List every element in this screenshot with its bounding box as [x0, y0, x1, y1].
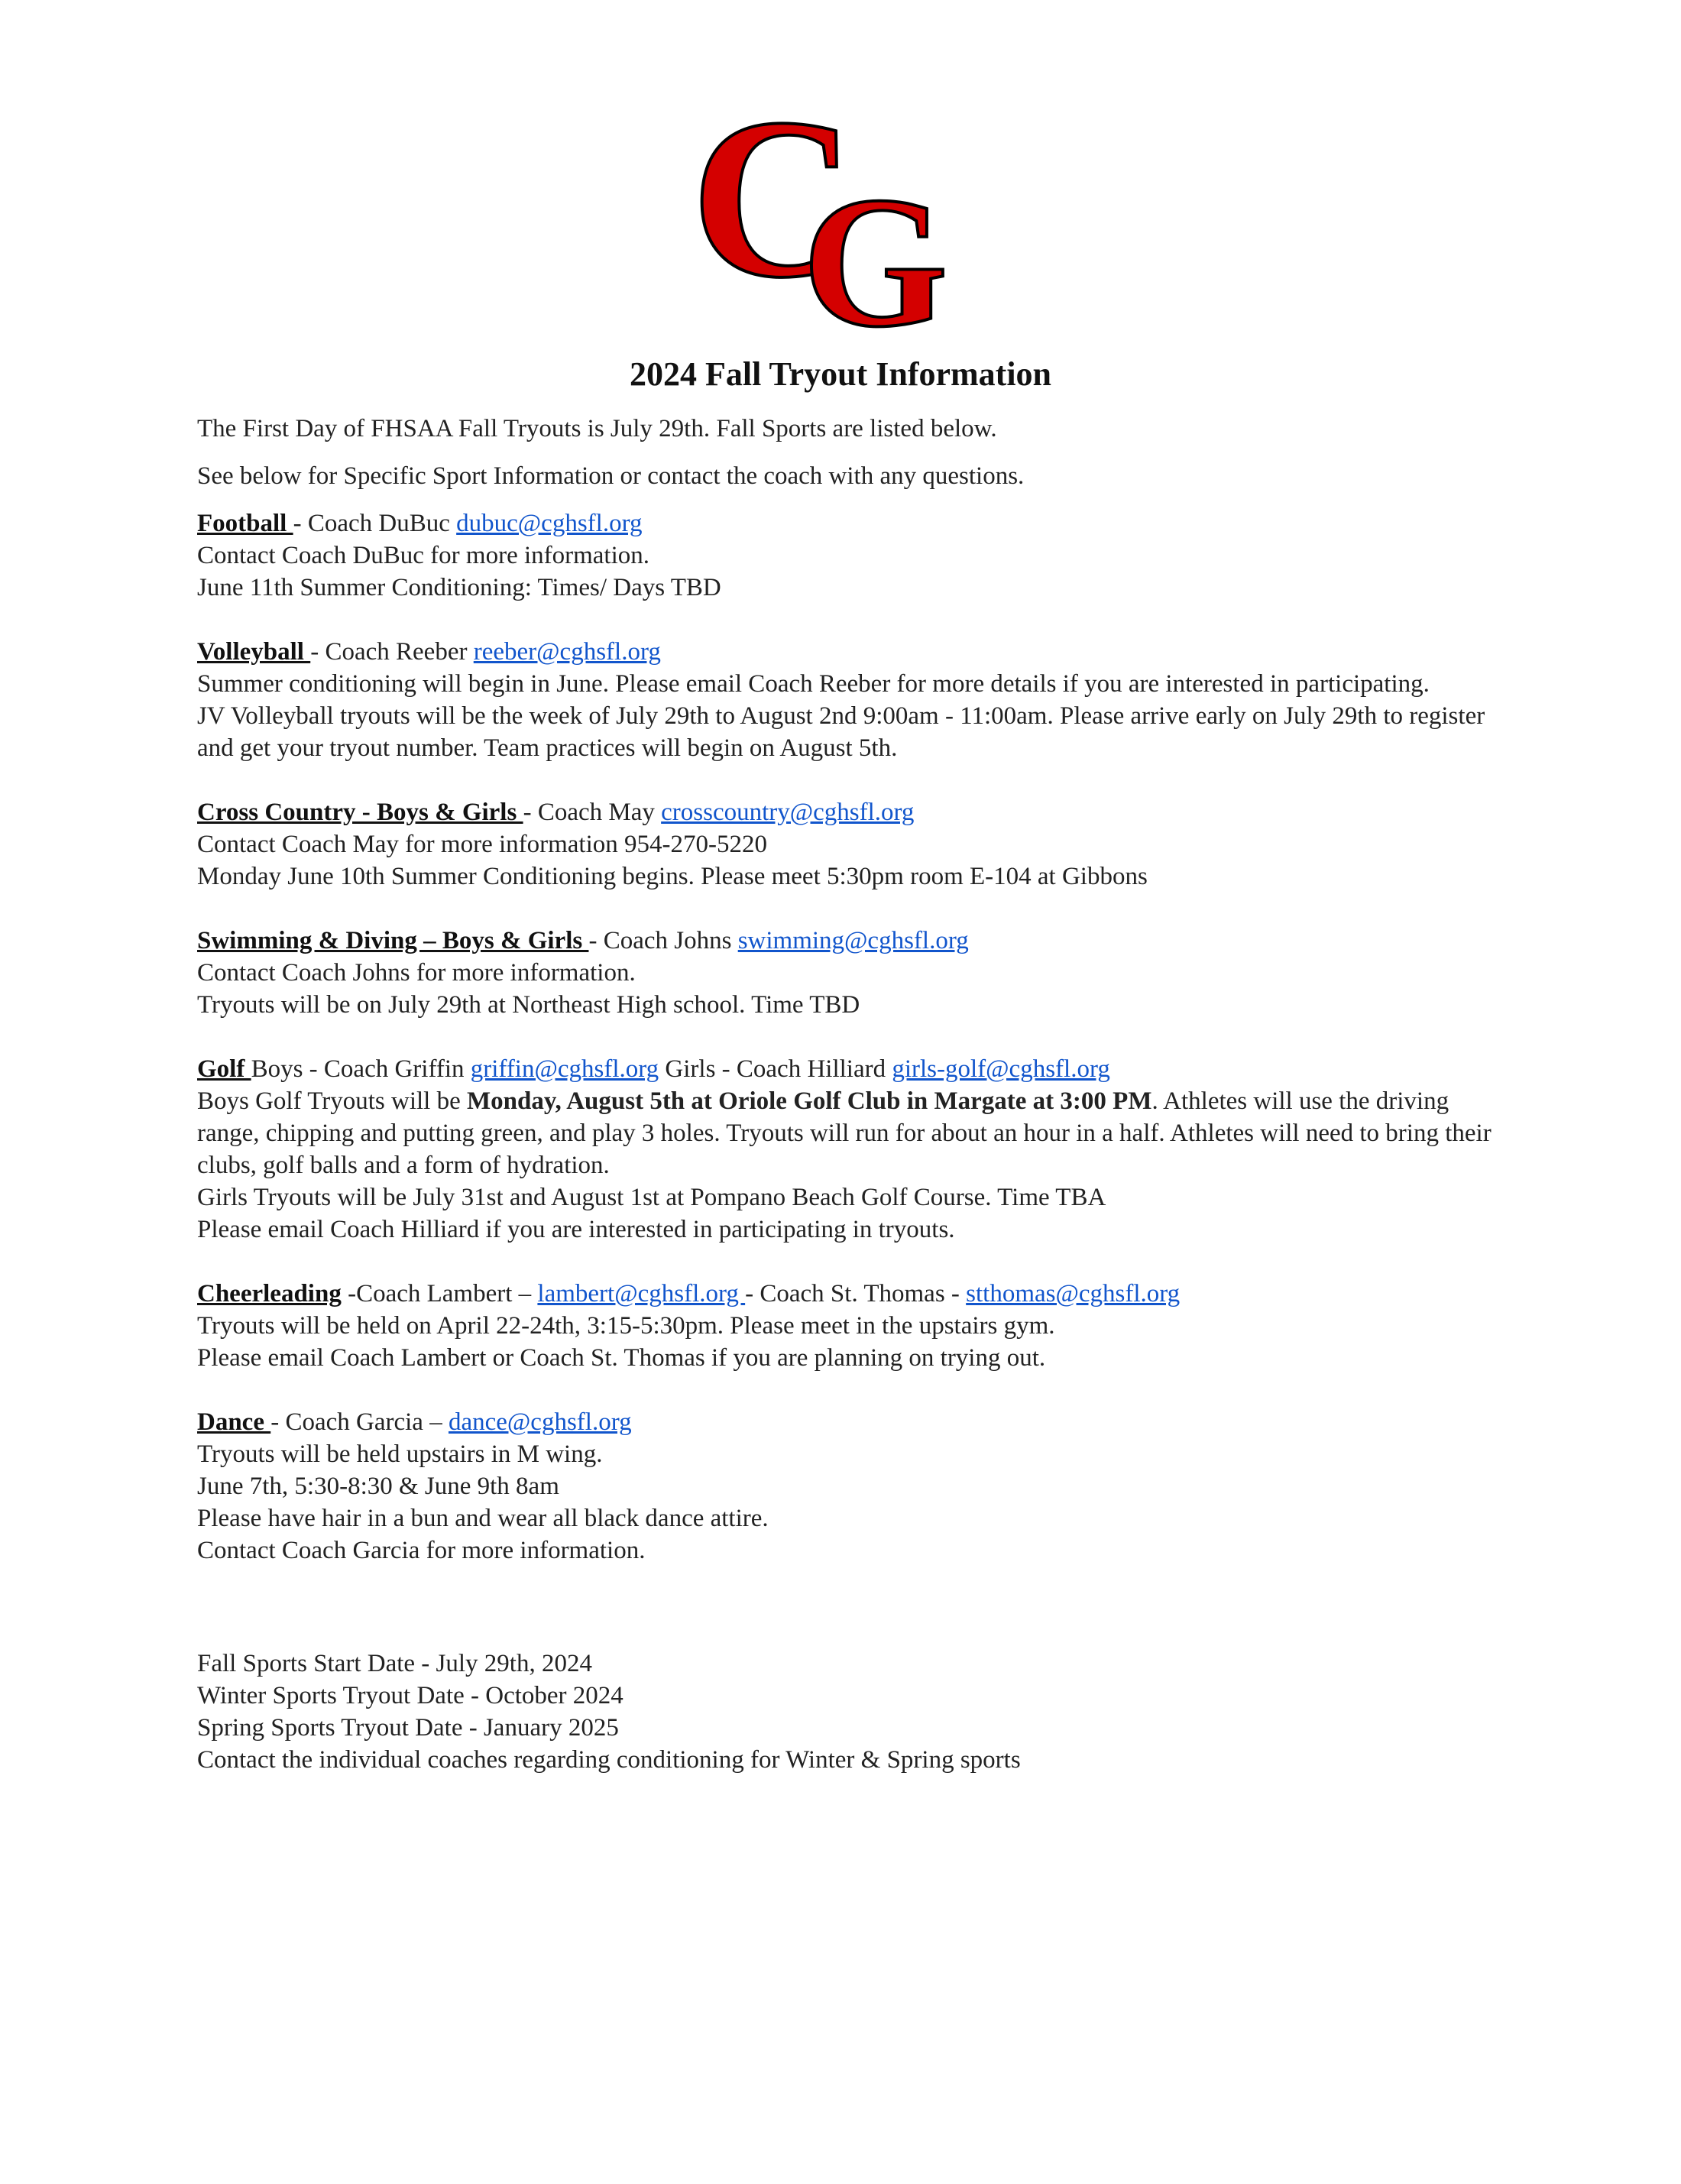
info-line: Please have hair in a bun and wear all black dance attire.: [197, 1505, 769, 1532]
section-swimming-diving: [197, 925, 1496, 1021]
coach-text: Boys - Coach Griffin: [251, 1055, 471, 1083]
coach-text: - Coach St. Thomas -: [745, 1280, 967, 1307]
sport-name: Cross Country - Boys & Girls: [197, 799, 523, 826]
info-line: Contact Coach Garcia for more information.: [197, 1537, 646, 1564]
info-line: JV Volleyball tryouts will be the week of July 29th to August 2nd 9:00am - 11:00am. Please arrive early on July 29th to register and get your tryout number. Team practices will begin on August 5th.: [197, 702, 1485, 762]
coach-text: -Coach Lambert –: [341, 1280, 538, 1307]
info-line: Monday June 10th Summer Conditioning begins. Please meet 5:30pm room E-104 at Gibbons: [197, 863, 1148, 890]
logo-letter-c: C: [691, 118, 834, 325]
section-header: [197, 507, 1496, 540]
info-line: Tryouts will be held upstairs in M wing.: [197, 1440, 603, 1468]
spacer: [197, 1599, 1496, 1648]
section-cheerleading: [197, 1278, 1496, 1374]
info-line: Tryouts will be held on April 22-24th, 3:15-5:30pm. Please meet in the upstairs gym.: [197, 1312, 1055, 1340]
cg-logo-icon: [688, 118, 993, 336]
info-text: . Athletes will use the driving range, chipping and putting green, and play 3 holes. Tryouts will run for about an hour in a half. Athletes will need to bring their clubs, golf balls and a form of hydration.: [197, 1087, 1492, 1179]
info-line: Tryouts will be on July 29th at Northeast High school. Time TBD: [197, 991, 860, 1019]
section-football: [197, 507, 1496, 604]
sport-name: Football: [197, 510, 293, 537]
date-line: Contact the individual coaches regarding conditioning for Winter & Spring sports: [197, 1746, 1021, 1774]
section-header: [197, 1406, 1496, 1438]
section-header: [197, 1278, 1496, 1310]
intro-line: See below for Specific Sport Information or contact the coach with any questions.: [197, 462, 1025, 490]
date-line: Fall Sports Start Date - July 29th, 2024: [197, 1650, 592, 1677]
sport-name: Dance: [197, 1408, 271, 1436]
coach-text: - Coach Garcia –: [270, 1408, 449, 1436]
coach-text: - Coach Reeber: [310, 638, 474, 666]
info-line: [197, 1085, 1496, 1181]
coach-text: - Coach May: [523, 799, 662, 826]
email-link[interactable]: crosscountry@cghsfl.org: [661, 799, 915, 826]
info-text: Boys Golf Tryouts will be: [197, 1087, 467, 1115]
email-link[interactable]: lambert@cghsfl.org: [537, 1280, 746, 1307]
date-line: Spring Sports Tryout Date - January 2025: [197, 1714, 619, 1742]
logo-letter-g: G: [802, 158, 948, 336]
section-dance: [197, 1406, 1496, 1567]
info-line: June 7th, 5:30-8:30 & June 9th 8am: [197, 1473, 559, 1500]
info-line: Please email Coach Hilliard if you are interested in participating in tryouts.: [197, 1216, 955, 1243]
email-link[interactable]: swimming@cghsfl.org: [737, 927, 969, 954]
tryout-details-bold: Monday, August 5th at Oriole Golf Club in Margate at 3:00 PM: [466, 1087, 1152, 1115]
sport-name: Cheerleading: [197, 1280, 342, 1307]
email-link[interactable]: stthomas@cghsfl.org: [966, 1280, 1181, 1307]
coach-text: Girls - Coach Hilliard: [659, 1055, 892, 1083]
section-header: [197, 1053, 1496, 1085]
email-link[interactable]: reeber@cghsfl.org: [473, 638, 661, 666]
document-body: [197, 413, 1496, 1776]
section-header: [197, 636, 1496, 668]
info-line: Contact Coach May for more information 954-270-5220: [197, 831, 767, 858]
section-header: [197, 796, 1496, 828]
date-line: Winter Sports Tryout Date - October 2024: [197, 1682, 623, 1709]
email-link[interactable]: dubuc@cghsfl.org: [456, 510, 643, 537]
email-link[interactable]: dance@cghsfl.org: [448, 1408, 632, 1436]
coach-text: - Coach Johns: [588, 927, 738, 954]
info-line: Contact Coach Johns for more information.: [197, 959, 636, 987]
info-line: Summer conditioning will begin in June. Please email Coach Reeber for more details if you are interested in participating.: [197, 670, 1430, 698]
school-logo: [688, 118, 993, 336]
intro-line: The First Day of FHSAA Fall Tryouts is July 29th. Fall Sports are listed below.: [197, 415, 997, 442]
sport-name: Swimming & Diving – Boys & Girls: [197, 927, 589, 954]
sport-name: Golf: [197, 1055, 251, 1083]
sport-name: Volleyball: [197, 638, 311, 666]
section-header: [197, 925, 1496, 957]
intro: [197, 413, 1496, 492]
season-dates: [197, 1648, 1496, 1776]
section-golf: [197, 1053, 1496, 1246]
email-link[interactable]: girls-golf@cghsfl.org: [892, 1055, 1110, 1083]
info-line: Please email Coach Lambert or Coach St. Thomas if you are planning on trying out.: [197, 1344, 1046, 1372]
coach-text: - Coach DuBuc: [293, 510, 457, 537]
info-line: June 11th Summer Conditioning: Times/ Days TBD: [197, 574, 721, 601]
info-line: Contact Coach DuBuc for more information.: [197, 542, 650, 569]
email-link[interactable]: griffin@cghsfl.org: [470, 1055, 659, 1083]
section-cross-country: [197, 796, 1496, 893]
page-title: 2024 Fall Tryout Information: [629, 355, 1052, 393]
section-volleyball: [197, 636, 1496, 764]
info-line: Girls Tryouts will be July 31st and August 1st at Pompano Beach Golf Course. Time TBA: [197, 1184, 1106, 1211]
